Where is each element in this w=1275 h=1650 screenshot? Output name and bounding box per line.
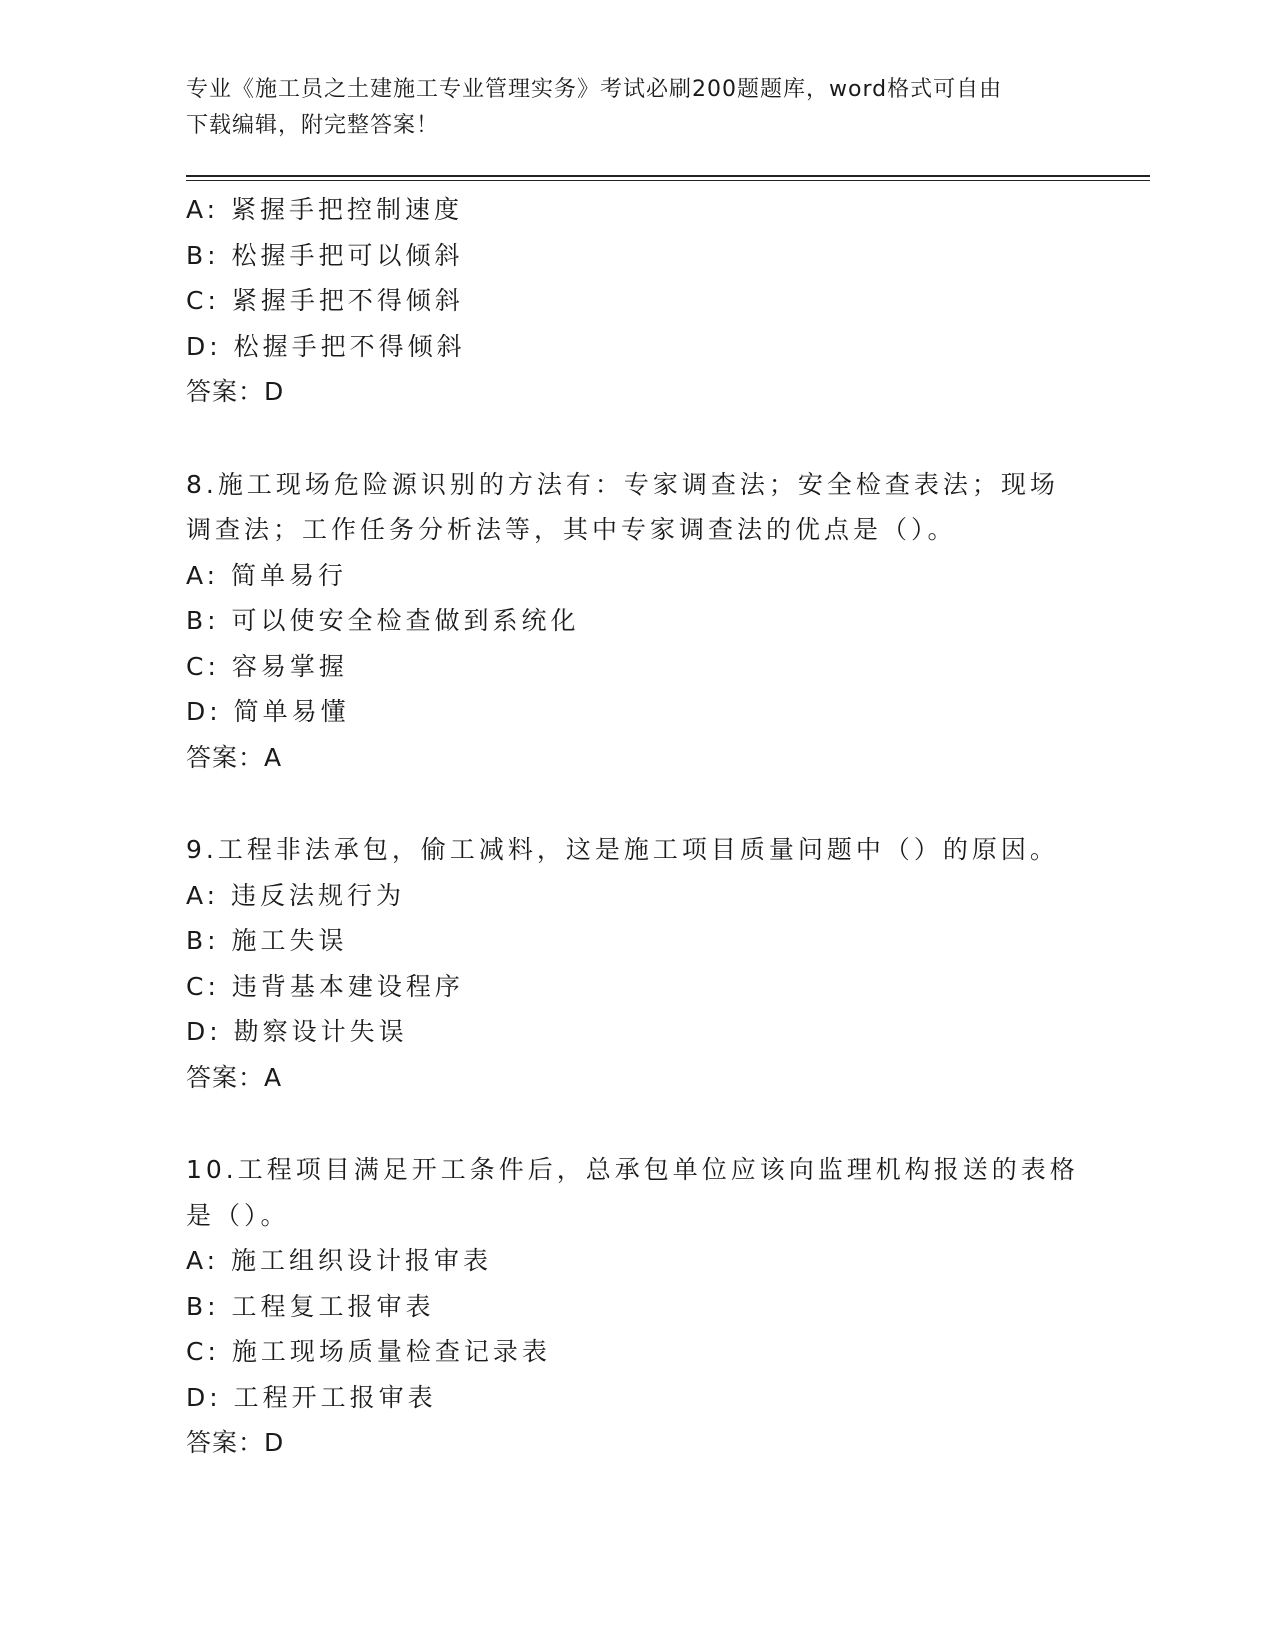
question-7 [186,187,1086,415]
option-c: C: 容易掌握 [186,651,348,681]
question-stem-line-1: 9.工程非法承包，偷工减料，这是施工项目质量问题中（）的原因。 [186,835,1059,864]
option-c: C: 施工现场质量检查记录表 [186,1337,551,1366]
answer-line: 答案：D [186,1428,285,1457]
option-d: D: 松握手把不得倾斜 [186,331,466,361]
header-line-1: 专业《施工员之土建施工专业管理实务》考试必刷200题题库，word格式可自由 [186,77,1003,102]
header-rule-thick [186,175,1150,177]
option-d: D: 勘察设计失误 [186,1017,408,1046]
header-line-2: 下载编辑，附完整答案！ [186,113,440,138]
question-list [186,187,1086,1466]
header-rule-thin [186,180,1150,181]
option-b: B: 工程复工报审表 [186,1291,435,1321]
question-stem-line-2: 调查法；工作任务分析法等，其中专家调查法的优点是（）。 [186,515,957,544]
option-b: B: 松握手把可以倾斜 [186,240,464,270]
answer-line: 答案：A [186,1062,283,1092]
option-a: A: 简单易行 [186,560,348,590]
question-8 [186,462,1086,781]
question-stem-line-1: 10.工程项目满足开工条件后，总承包单位应该向监理机构报送的表格 [186,1155,1079,1184]
option-b: B: 施工失误 [186,926,348,955]
question-stem-line-1: 8.施工现场危险源识别的方法有：专家调查法；安全检查表法；现场 [186,469,1059,499]
option-a: A: 紧握手把控制速度 [186,195,464,224]
option-d: D: 简单易懂 [186,697,350,726]
question-10 [186,1147,1086,1466]
question-spacer [186,415,1086,462]
question-spacer [186,780,1086,827]
option-a: A: 违反法规行为 [186,880,406,910]
option-d: D: 工程开工报审表 [186,1382,437,1412]
answer-line: 答案：D [186,377,285,406]
answer-line: 答案：A [186,742,283,772]
option-a: A: 施工组织设计报审表 [186,1246,493,1275]
option-c: C: 紧握手把不得倾斜 [186,286,464,315]
question-spacer [186,1100,1086,1147]
option-c: C: 违背基本建设程序 [186,971,464,1001]
question-9 [186,827,1086,1100]
document-header [186,72,1066,144]
option-b: B: 可以使安全检查做到系统化 [186,606,580,635]
question-stem-line-2: 是（）。 [186,1200,290,1230]
